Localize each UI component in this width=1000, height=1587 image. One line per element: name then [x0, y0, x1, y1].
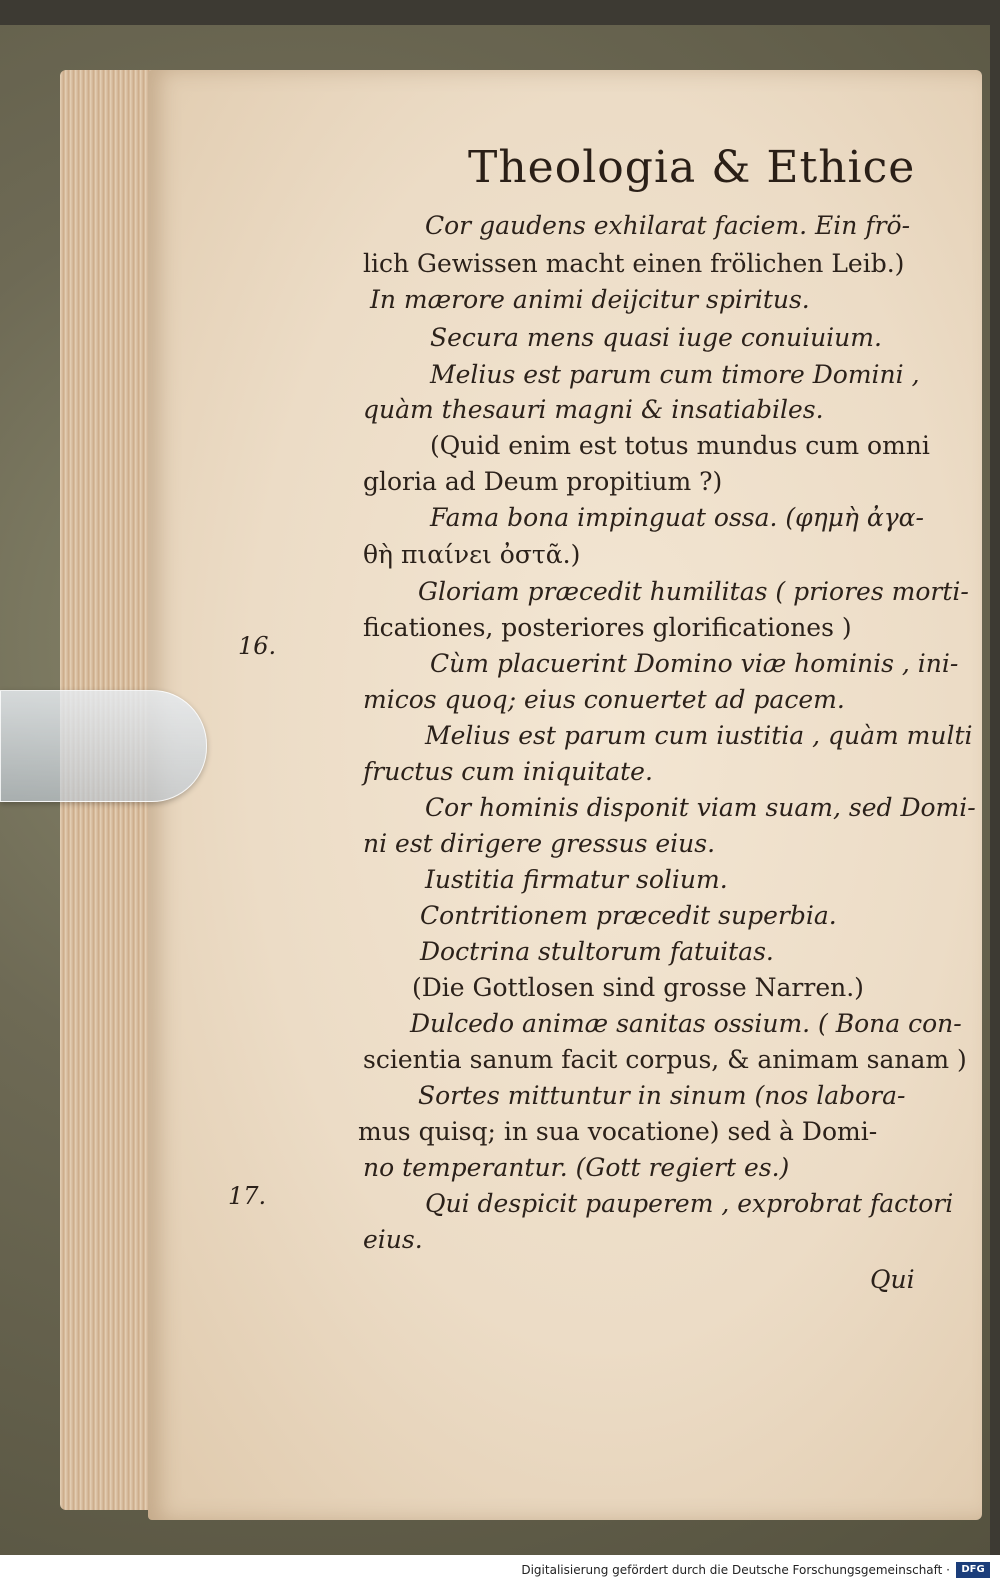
text-line: Contritionem præcedit superbia.: [420, 901, 837, 930]
text-line: eius.: [363, 1225, 423, 1254]
page-clip: [0, 690, 207, 802]
footer-bar: [0, 1555, 1000, 1587]
text-line: micos quoq; eius conuertet ad pacem.: [363, 685, 845, 714]
text-line: Cor hominis disponit viam suam, sed Domi-: [425, 793, 976, 822]
text-line: Secura mens quasi iuge conuiuium.: [430, 323, 882, 352]
text-line: θὴ πιαίνει ὀστᾶ.): [363, 540, 581, 569]
text-line: mus quisq; in sua vocatione) sed à Domi-: [358, 1117, 878, 1146]
text-line: Gloriam præcedit humilitas ( priores morti-: [418, 577, 969, 606]
text-line: ficationes, posteriores glorificationes ): [363, 613, 852, 642]
text-line: lich Gewissen macht einen frölichen Leib.): [363, 249, 905, 278]
text-line: Dulcedo animæ sanitas ossium. ( Bona con-: [410, 1009, 962, 1038]
text-line: gloria ad Deum propitium ?): [363, 467, 723, 496]
text-line: Sortes mittuntur in sinum (nos labora-: [418, 1081, 906, 1110]
text-line: scientia sanum facit corpus, & animam sanam ): [363, 1045, 967, 1074]
text-line: Iustitia firmatur solium.: [425, 865, 728, 894]
text-line: Melius est parum cum timore Domini ,: [430, 360, 920, 389]
dfg-logo: DFG: [956, 1562, 990, 1578]
text-line: Qui despicit pauperem , exprobrat factori: [425, 1189, 954, 1218]
text-line: ni est dirigere gressus eius.: [363, 829, 716, 858]
text-line: no temperantur. (Gott regiert es.): [363, 1153, 790, 1182]
text-line: Cùm placuerint Domino viæ hominis , ini-: [430, 649, 959, 678]
text-line: In mærore animi deijcitur spiritus.: [370, 285, 810, 314]
text-line: fructus cum iniquitate.: [363, 757, 653, 786]
text-line: Doctrina stultorum fatuitas.: [420, 937, 774, 966]
text-line: Melius est parum cum iustitia , quàm multi: [425, 721, 973, 750]
margin-verse-number: 17.: [228, 1182, 267, 1210]
text-line: Cor gaudens exhilarat faciem. Ein frö-: [425, 211, 911, 240]
text-line: (Quid enim est totus mundus cum omni: [430, 431, 930, 460]
margin-verse-number: 16.: [238, 632, 277, 660]
footer-credit: Digitalisierung gefördert durch die Deutsche Forschungsgemeinschaft ·: [521, 1563, 950, 1577]
text-line: Fama bona impinguat ossa. (φημὴ ἀγα-: [430, 503, 924, 532]
text-line: quàm thesauri magni & insatiabiles.: [363, 395, 824, 424]
text-line: (Die Gottlosen sind grosse Narren.): [412, 973, 864, 1002]
catchword: Qui: [870, 1265, 915, 1294]
running-header: Theologia & Ethice: [468, 142, 916, 193]
